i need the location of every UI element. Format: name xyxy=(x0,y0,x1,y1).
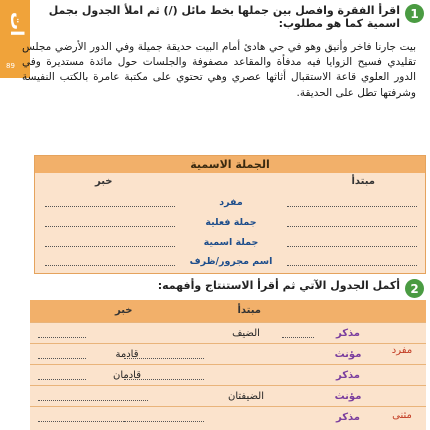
answer-line[interactable] xyxy=(38,421,148,422)
side-word: ات xyxy=(6,12,27,37)
completion-table xyxy=(30,300,426,430)
table-header xyxy=(30,300,426,322)
instruction-1-text: اقرأ الفقرة وافصل بين جملها بخط مائل (/) ثم املأ الجدول بجمل اسمية كما هو مطلوب: xyxy=(48,4,400,30)
gender-label: مؤنث xyxy=(334,391,362,402)
gender-label: مذكر xyxy=(335,328,360,339)
table-row xyxy=(30,385,426,407)
table-body xyxy=(30,322,426,430)
khabar-cell: قادمة xyxy=(115,349,139,360)
reading-passage: بيت جارنا فاخر وأنيق وهو في حي هادئ أمام البيت حديقة جميلة وفي الدور الأرضي مجلس تقليدي فسيح الزوايا فيه مدفأة والمقاعد مصفوفة والجلسات حول مائدة مستديرة وفي الدور العلوي قاعة الاستقبال أثاثها عصري وهي تحتوي على مكتبة عامرة بالكتب النفيسة وشرفتها تطل على الحديقة. xyxy=(22,41,416,99)
table-row xyxy=(35,212,425,234)
category-muthanna: مثنى xyxy=(392,410,412,421)
page-number: 89 xyxy=(6,62,15,70)
nominal-sentence-table xyxy=(34,155,426,274)
instruction-2-number: 2 xyxy=(405,279,424,298)
table-row xyxy=(30,406,426,428)
header-mubtada: مبتدأ xyxy=(237,305,261,316)
answer-line[interactable] xyxy=(38,337,86,338)
gender-label: مذكر xyxy=(335,412,360,423)
answer-line[interactable] xyxy=(38,379,86,380)
instruction-2-text: أكمل الجدول الآتي ثم أقرأ الاستنتاج وأفهمه: xyxy=(157,279,400,292)
header-khabar: خبر xyxy=(115,305,133,316)
table-row xyxy=(35,251,425,273)
answer-line[interactable] xyxy=(38,358,86,359)
answer-line-mubtada[interactable] xyxy=(287,206,417,207)
header-khabar: خبر xyxy=(95,176,113,187)
gender-label: مؤنث xyxy=(334,349,362,360)
instruction-1 xyxy=(32,4,424,30)
table-row xyxy=(30,322,426,344)
gender-label: مذكر xyxy=(335,370,360,381)
row-label: مفرد xyxy=(219,197,243,208)
answer-line[interactable] xyxy=(282,337,314,338)
answer-line-khabar[interactable] xyxy=(45,246,175,247)
mubtada-cell: الضيف xyxy=(232,328,260,339)
table-row xyxy=(30,343,426,365)
table-header xyxy=(35,173,425,190)
instruction-2 xyxy=(32,279,424,298)
khabar-cell: قادمان xyxy=(112,370,142,381)
answer-line-mubtada[interactable] xyxy=(287,226,417,227)
table-title: الجملة الاسمية xyxy=(35,156,425,173)
answer-line-khabar[interactable] xyxy=(45,226,175,227)
row-label: جملة فعلية xyxy=(205,217,257,228)
answer-line[interactable] xyxy=(38,400,148,401)
answer-line-mubtada[interactable] xyxy=(287,246,417,247)
header-mubtada: مبتدأ xyxy=(351,176,375,187)
row-label: اسم مجرور/ظرف xyxy=(189,256,273,267)
table-row xyxy=(35,192,425,214)
mubtada-cell: الضيفتان xyxy=(228,391,264,402)
category-mufrad: مفرد xyxy=(391,345,413,356)
answer-line-mubtada[interactable] xyxy=(287,265,417,266)
answer-line-khabar[interactable] xyxy=(45,265,175,266)
answer-line-khabar[interactable] xyxy=(45,206,175,207)
row-label: جملة اسمية xyxy=(203,237,259,248)
table-row xyxy=(30,364,426,386)
instruction-1-number: 1 xyxy=(405,4,424,23)
